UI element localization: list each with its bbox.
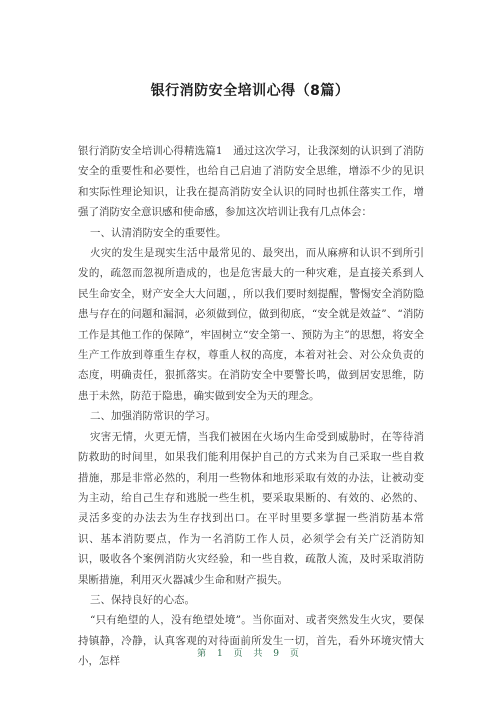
section-paragraph-3: “只有绝望的人，没有绝望处境”。当你面对、或者突然发生火灾，要保持镇静，冷静，认真客观的对待面前所发生一切，首先，看外环境灾情大小，怎样 bbox=[78, 614, 424, 668]
intro-paragraph: 银行消防安全培训心得精选篇1 通过这次学习，让我深刻的认识到了消防安全的重要性和必要性，也给自己启迪了消防安全思维，增添不少的见识和实际性理论知识，让我在提高消防安全认识的同时也抓住落实工作，增强了消防安全意识感和使命感，参加这次培训让我有几点体会： bbox=[78, 145, 424, 219]
section-heading-2: 二、加强消防常识的学习。 bbox=[90, 410, 216, 423]
page-number-footer: 第 1 页 共 9 页 bbox=[197, 649, 303, 659]
page-title: 银行消防安全培训心得（8篇） bbox=[150, 83, 350, 99]
section-paragraph-2: 灾害无情，火更无情，当我们被困在火场内生命受到威胁时，在等待消防救助的时间里，如果我们能利用保护自己的方式来为自己采取一些自救措施，那是非常必然的，利用一些物体和地形采取有效的办法，让被动变为主动，给自己生存和逃脱一些生机，要采取果断的、有效的、必然的、灵活多变的办法去为生存找到出口。在平时里要多掌握一些消防基本常识、基本消防要点，作为一名消防工作人员，必须学会有关广泛消防知识，吸收各个案例消防火灾经验，和一些自救，疏散人流，及时采取消防果断措施，利用灭火器减少生命和财产损失。 bbox=[78, 430, 424, 586]
document-body bbox=[78, 141, 424, 672]
section-heading-3: 三、保持良好的心态。 bbox=[90, 593, 195, 606]
section-paragraph-1: 火灾的发生是现实生活中最常见的、最突出，而从麻痹和认识不到所引发的，疏忽而忽视所造成的，也是危害最大的一种灾难，是直接关系到人民生命安全，财产安全大大问题，，所以我们要时刻提醒，警惕安全消防隐患与存在的问题和漏洞，必须做到位，做到彻底，“安全就是效益”、“消防工作是其他工作的保障”，牢固树立“安全第一、预防为主”的思想，将安全生产工作放到尊重生存权，尊重人权的高度，本着对社会、对公众负责的态度，明确责任，狠抓落实。在消防安全中要警长鸣，做到居安思维，防患于未然，防范于隐患，确实做到安全为天的理念。 bbox=[78, 247, 424, 402]
section-heading-1: 一、认清消防安全的重要性。 bbox=[90, 226, 227, 239]
